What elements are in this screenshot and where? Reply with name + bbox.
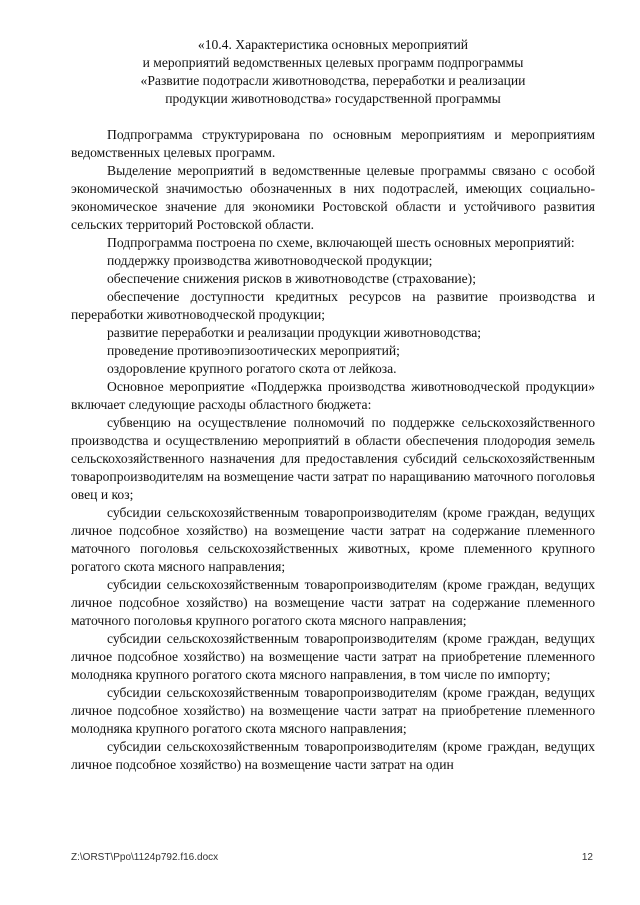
list-item: субсидии сельскохозяйственным товаропроизводителям (кроме граждан, ведущих личное подсобное хозяйство) на возмещение части затрат на один bbox=[71, 739, 595, 772]
list-item: обеспечение доступности кредитных ресурсов на развитие производства и переработки животноводческой продукции; bbox=[71, 289, 595, 322]
list-item: субсидии сельскохозяйственным товаропроизводителям (кроме граждан, ведущих личное подсобное хозяйство) на возмещение части затрат на содержание племенного маточного поголовья сельскохозяйственных животных, кроме племенного крупного рогатого скота мясного направления; bbox=[71, 505, 595, 574]
body-text bbox=[71, 126, 595, 774]
list-item: поддержку производства животноводческой продукции; bbox=[107, 253, 433, 268]
paragraph: Подпрограмма структурирована по основным мероприятиям и мероприятиям ведомственных целевых программ. bbox=[71, 127, 595, 160]
heading-line: и мероприятий ведомственных целевых программ подпрограммы bbox=[142, 55, 524, 70]
list-item: субсидии сельскохозяйственным товаропроизводителям (кроме граждан, ведущих личное подсобное хозяйство) на возмещение части затрат на содержание племенного маточного поголовья крупного рогатого скота мясного направления; bbox=[71, 577, 595, 628]
paragraph: Основное мероприятие «Поддержка производства животноводческой продукции» включает следующие расходы областного бюджета: bbox=[71, 379, 595, 412]
paragraph: Выделение мероприятий в ведомственные целевые программы связано с особой экономической значимостью обозначенных в них подотраслей, имеющих социально-экономическое значение для экономики Ростовской области и устойчивого развития сельских территорий Ростовской области. bbox=[71, 163, 595, 232]
paragraph: Подпрограмма построена по схеме, включающей шесть основных мероприятий: bbox=[107, 235, 575, 250]
list-item: субсидии сельскохозяйственным товаропроизводителям (кроме граждан, ведущих личное подсобное хозяйство) на возмещение части затрат на приобретение племенного молодняка крупного рогатого скота мясного направления, в том числе по импорту; bbox=[71, 631, 595, 682]
list-item: субсидии сельскохозяйственным товаропроизводителям (кроме граждан, ведущих личное подсобное хозяйство) на возмещение части затрат на приобретение племенного молодняка крупного рогатого скота мясного направления; bbox=[71, 685, 595, 736]
list-item: развитие переработки и реализации продукции животноводства; bbox=[107, 325, 482, 340]
list-item: субвенцию на осуществление полномочий по поддержке сельскохозяйственного производства и осуществлению мероприятий в области обеспечения плодородия земель сельскохозяйственного назначения для предоставления субсидий сельскохозяйственным товаропроизводителям на возмещение части затрат по наращиванию маточного поголовья овец и коз; bbox=[71, 415, 595, 502]
heading-line: продукции животноводства» государственной программы bbox=[165, 91, 501, 106]
heading-line: «10.4. Характеристика основных мероприятий bbox=[197, 37, 469, 52]
document-page bbox=[71, 36, 595, 774]
heading-line: «Развитие подотрасли животноводства, переработки и реализации bbox=[140, 73, 526, 88]
page-number: 12 bbox=[581, 852, 593, 863]
list-item: оздоровление крупного рогатого скота от лейкоза. bbox=[107, 361, 397, 376]
section-heading bbox=[71, 36, 595, 108]
footer-file-path: Z:\ORST\Ppo\1124p792.f16.docx bbox=[71, 852, 219, 863]
list-item: обеспечение снижения рисков в животноводстве (страхование); bbox=[107, 271, 476, 286]
list-item: проведение противоэпизоотических мероприятий; bbox=[107, 343, 400, 358]
